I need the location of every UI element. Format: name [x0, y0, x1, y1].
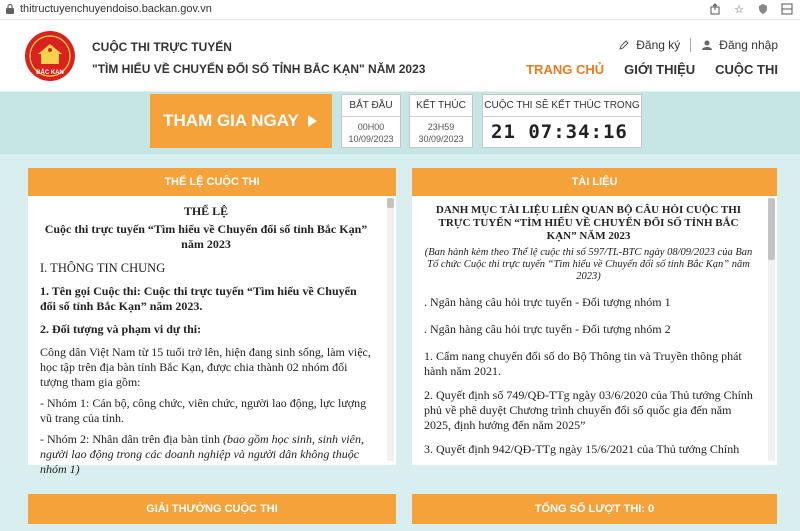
rules-heading: THỂ LỆ: [183, 204, 229, 218]
countdown-strip: [0, 92, 800, 154]
start-box: [341, 94, 401, 148]
auth-divider: [690, 38, 691, 52]
rules-group2: [28, 432, 384, 477]
share-icon[interactable]: [708, 2, 722, 16]
rules-group2-note: (bao gồm học sinh, sinh viên, người lao động trong các doanh nghiệp và người dân không thuộc nhóm 1): [40, 432, 364, 476]
play-arrow-icon: [305, 114, 319, 128]
documents-scrollbar[interactable]: [768, 198, 775, 461]
site-header: [0, 20, 800, 92]
rules-item1: 1. Tên gọi Cuộc thi: Cuộc thi trực tuyến “Tìm hiểu về Chuyển đổi số tỉnh Bắc Kạn” năm 2023.: [40, 284, 357, 313]
province-logo[interactable]: [24, 30, 76, 82]
documents-panel: [412, 168, 777, 465]
document-item[interactable]: 1. Cẩm nang chuyển đổi số do Bộ Thông tin và Truyền thông phát hành năm 2021.: [424, 349, 742, 378]
rules-paragraph: Công dân Việt Nam từ 15 tuổi trở lên, hiện đang sinh sống, làm việc, học tập trên địa bàn tỉnh Bắc Kạn, được chia thành 02 nhóm đối tượng tham gia gồm:: [40, 345, 371, 389]
documents-scroll-thumb[interactable]: [768, 198, 775, 260]
lock-icon: [4, 3, 16, 15]
documents-heading: DANH MỤC TÀI LIỆU LIÊN QUAN BỘ CÂU HỎI CUỘC THI TRỰC TUYẾN “TÌM HIỂU VỀ CHUYỂN ĐỔI SỐ TỈNH BẮC KẠN” NĂM 2023: [435, 204, 742, 242]
end-date: 30/09/2023: [418, 134, 464, 144]
register-link[interactable]: [618, 38, 680, 52]
start-time: 00H00: [357, 122, 385, 132]
rules-group2-text: - Nhóm 2: Nhân dân trên địa bàn tỉnh: [40, 432, 223, 446]
rules-scrollbar[interactable]: [387, 198, 394, 461]
join-now-button[interactable]: [150, 94, 332, 148]
rules-subheading: Cuộc thi trực tuyến “Tìm hiểu về Chuyển đổi số tỉnh Bắc Kạn” năm 2023: [44, 222, 368, 251]
user-icon: [701, 39, 713, 51]
auth-links: [618, 38, 778, 52]
start-date: 10/09/2023: [348, 134, 394, 144]
pencil-icon: [618, 39, 630, 51]
register-label: Đăng ký: [636, 38, 681, 52]
content-area: [0, 154, 800, 531]
nav-item-contest[interactable]: CUỘC THI: [715, 62, 778, 77]
end-box: [409, 94, 473, 148]
login-link[interactable]: [701, 38, 778, 52]
star-icon[interactable]: ☆: [734, 3, 744, 16]
document-item[interactable]: . Ngân hàng câu hỏi trực tuyến - Đối tượng nhóm 1: [424, 295, 671, 309]
site-title-line1: CUỘC THI TRỰC TUYẾN: [92, 40, 232, 54]
document-item[interactable]: 3. Quyết định 942/QĐ-TTg ngày 15/6/2021 của Thủ tướng Chính: [424, 442, 740, 456]
end-label: KẾT THÚC: [410, 95, 472, 117]
nav-item-about[interactable]: GIỚI THIỆU: [624, 62, 696, 77]
end-time: 23H59: [427, 122, 455, 132]
documents-note: (Ban hành kèm theo Thể lệ cuộc thi số 597/TL-BTC ngày 08/09/2023 của Ban Tổ chức Cuộc thi trực tuyến “Tìm hiểu về Chuyển đổi số tỉnh Bắc Kạn” năm 2023): [424, 247, 753, 282]
visits-panel-title: TỔNG SỐ LƯỢT THI: 0: [412, 494, 777, 524]
prizes-panel-title: GIẢI THƯỞNG CUỘC THI: [28, 494, 396, 524]
rules-item2: 2. Đối tượng và phạm vi dự thi:: [40, 322, 202, 336]
remaining-timer: 21 07:34:16: [491, 121, 628, 143]
site-title-line2: "TÌM HIỂU VỀ CHUYỂN ĐỔI SỐ TỈNH BẮC KẠN" NĂM 2023: [92, 62, 426, 76]
document-item[interactable]: 2. Quyết định số 749/QĐ-TTg ngày 03/6/2020 của Thủ tướng Chính phủ về phê duyệt Chương trình chuyển đổi số quốc gia đến năm 2025, định hướng đến năm 2025”: [424, 388, 753, 432]
shield-icon[interactable]: [756, 2, 770, 16]
nav-item-home[interactable]: TRANG CHỦ: [526, 62, 605, 77]
remaining-label: CUỘC THI SẼ KẾT THÚC TRONG: [483, 95, 641, 117]
remaining-box: [482, 94, 642, 148]
rules-panel-title: THỂ LỆ CUỘC THI: [28, 168, 396, 196]
start-label: BẮT ĐẦU: [342, 95, 400, 117]
login-label: Đăng nhập: [719, 38, 778, 52]
rules-panel: [28, 168, 396, 476]
documents-panel-body[interactable]: [412, 196, 765, 465]
rules-panel-body[interactable]: [28, 196, 384, 476]
main-nav: [526, 62, 778, 77]
rules-scroll-thumb[interactable]: [387, 198, 394, 208]
document-item[interactable]: . Ngân hàng câu hỏi trực tuyến - Đối tượng nhóm 2: [424, 322, 671, 336]
rules-group1: - Nhóm 1: Cán bộ, công chức, viên chức, người lao động, lực lượng vũ trang của tỉnh.: [40, 396, 367, 425]
browser-url-bar[interactable]: [0, 0, 800, 20]
documents-panel-title: TÀI LIỆU: [412, 168, 777, 196]
rules-section: I. THÔNG TIN CHUNG: [40, 261, 166, 275]
url-text[interactable]: thitructuyenchuyendoiso.backan.gov.vn: [20, 3, 212, 15]
join-now-label: THAM GIA NGAY: [163, 111, 299, 130]
svg-text:BẮC KẠN: BẮC KẠN: [36, 70, 64, 76]
extension-icon[interactable]: [780, 2, 794, 16]
